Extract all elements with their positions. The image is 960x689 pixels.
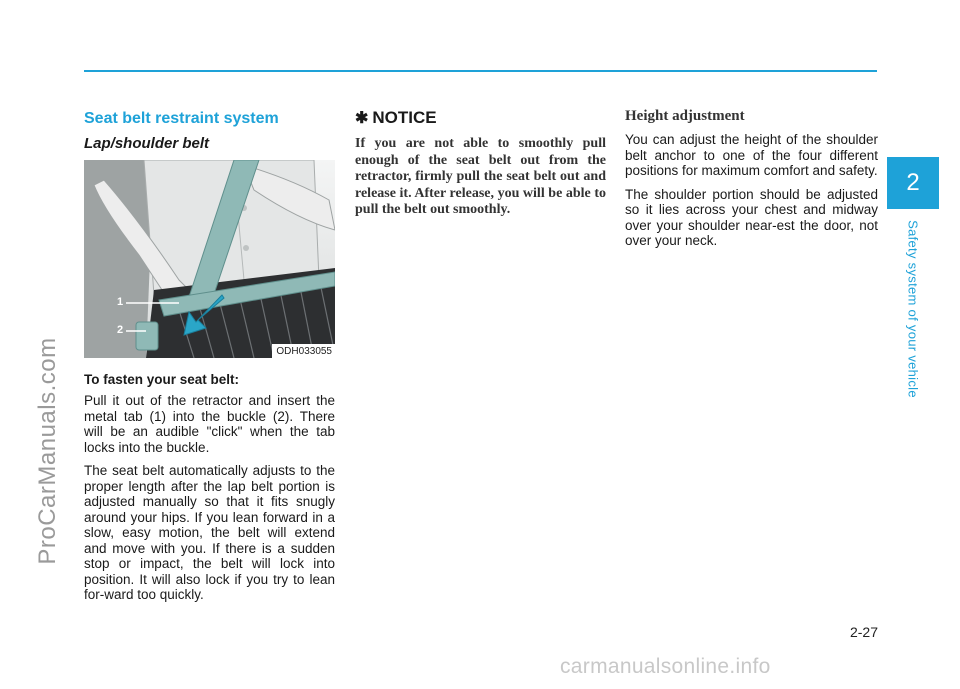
height-adjustment-heading: Height adjustment <box>625 108 745 124</box>
chapter-title: Safety system of your vehicle <box>905 220 921 398</box>
notice-heading <box>355 108 606 128</box>
figure-code: ODH033055 <box>272 344 335 358</box>
page-number: 2-27 <box>849 624 878 640</box>
paragraph: You can adjust the height of the shoulder belt anchor to one of the four different positions for maximum comfort and safety. <box>625 132 878 178</box>
column-middle <box>355 108 606 219</box>
asterisk-icon: ✱ <box>355 110 369 127</box>
fasten-lead: To fasten your seat belt: <box>84 372 240 387</box>
column-right <box>625 108 878 257</box>
callout-2: 2 <box>117 324 124 336</box>
bottom-watermark: carmanualsonline.info <box>560 655 771 678</box>
left-watermark: ProCarManuals.com <box>34 337 61 565</box>
notice-body: If you are not able to smoothly pull enough of the seat belt out from the retractor, firmly pull the seat belt out and release it. After release, you will be able to pull the belt out smoothly. <box>355 136 606 217</box>
chapter-tab[interactable]: 2 <box>887 157 939 209</box>
paragraph: The seat belt automatically adjusts to the proper length after the lap belt portion is adjusted manually so that it fits snugly around your hips. If you lean forward in a slow, easy motion, the belt will extend and move with you. If there is a sudden stop or impact, the belt will lock into position. It will also lock if you try to lean for-ward too quickly. <box>84 463 335 602</box>
column-left <box>84 108 335 611</box>
notice-title: NOTICE <box>372 108 437 127</box>
paragraph: The shoulder portion should be adjusted so it lies across your chest and midway over your shoulder near-est the door, not over your neck. <box>625 186 878 248</box>
sub-heading: Lap/shoulder belt <box>84 135 210 152</box>
top-rule <box>84 70 877 72</box>
section-heading: Seat belt restraint system <box>84 110 279 127</box>
callout-1: 1 <box>117 296 124 308</box>
paragraph: Pull it out of the retractor and insert the metal tab (1) into the buckle (2). There will be an audible "click" when the tab locks into the buckle. <box>84 393 335 455</box>
seat-belt-illustration <box>84 160 335 358</box>
